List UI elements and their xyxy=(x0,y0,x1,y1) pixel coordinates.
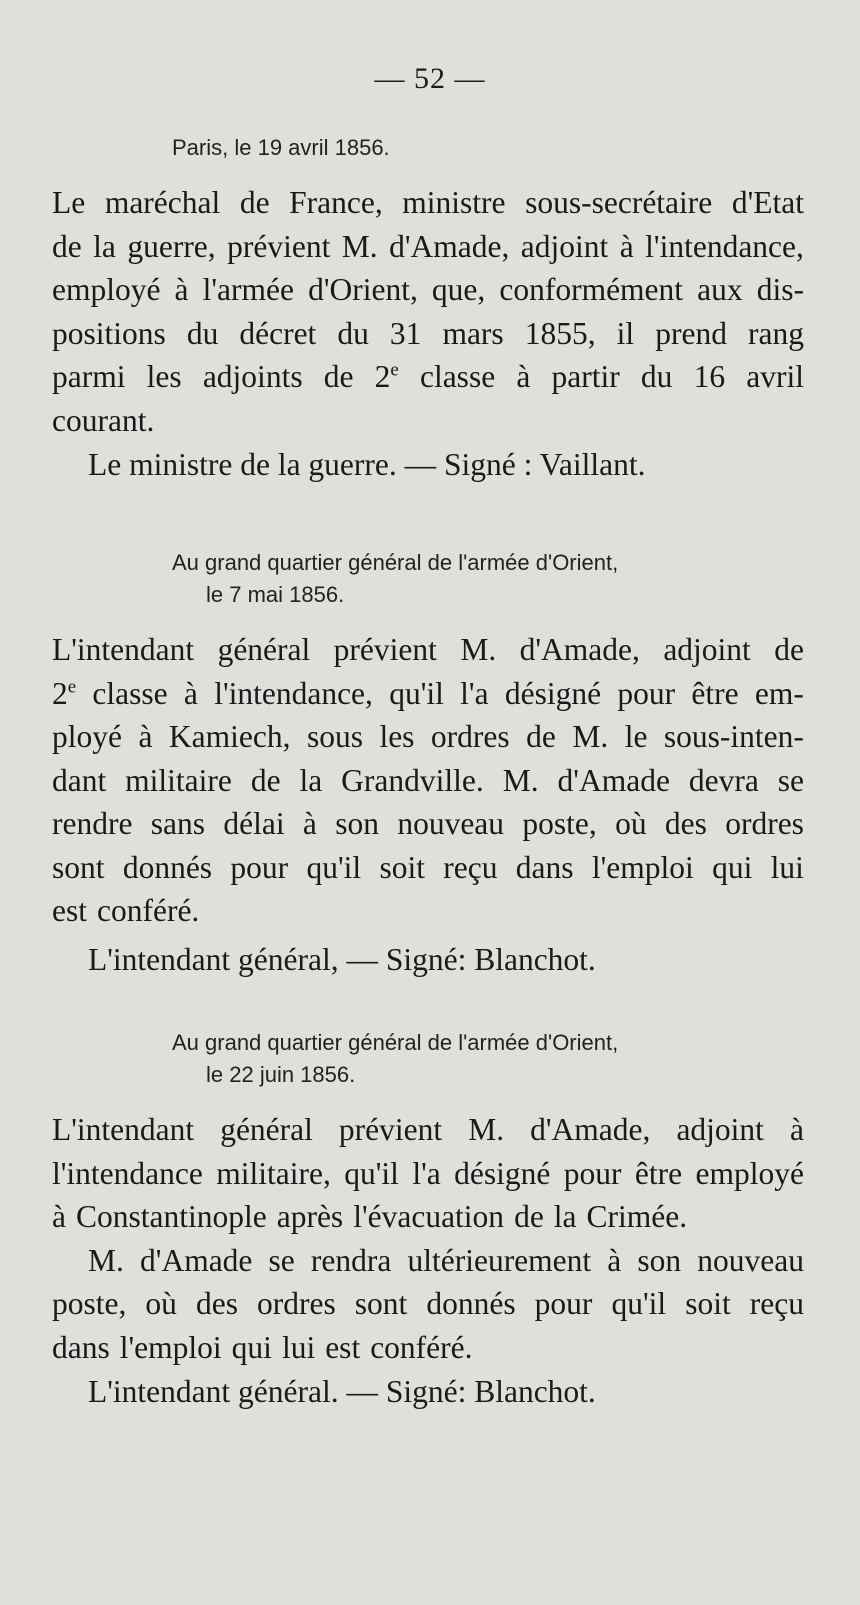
dateline-line: Paris, le 19 avril 1856. xyxy=(172,135,390,160)
word: prévient xyxy=(338,1112,443,1147)
word: poste, xyxy=(52,1286,127,1321)
word: rang xyxy=(748,315,804,351)
word: maréchal xyxy=(104,185,221,220)
word: devra xyxy=(688,762,759,798)
word: le xyxy=(624,719,648,754)
word: ordres xyxy=(430,719,510,754)
word: l'armée xyxy=(202,272,294,307)
text-line xyxy=(52,802,804,846)
word: être xyxy=(691,675,739,711)
word: mars xyxy=(442,315,504,351)
word: Crimée. xyxy=(586,1199,688,1234)
word: est xyxy=(52,893,87,928)
word: qu'il xyxy=(611,1286,667,1321)
word: à xyxy=(789,1112,804,1147)
word: qu'il xyxy=(389,675,444,711)
word: Kamiech, xyxy=(168,719,291,754)
word: soit xyxy=(685,1286,731,1321)
word: sans xyxy=(150,806,206,841)
dateline xyxy=(172,132,390,164)
word: son xyxy=(637,1242,682,1278)
word: sont xyxy=(354,1286,408,1321)
word: que, xyxy=(431,272,486,307)
word: 1855, xyxy=(524,315,596,351)
word: se xyxy=(268,1242,295,1278)
word: employé xyxy=(52,272,161,307)
word: du xyxy=(186,315,219,351)
word: délai xyxy=(223,806,285,841)
word: dis- xyxy=(756,272,804,307)
word: positions xyxy=(52,315,166,351)
signature-line: Le ministre de la guerre. — Signé : Vaillant. xyxy=(88,447,646,482)
word: à xyxy=(607,1242,622,1278)
word: L'intendant xyxy=(52,632,195,667)
word: dans xyxy=(52,1329,110,1365)
word: de xyxy=(526,719,556,754)
word: Constantinople xyxy=(75,1199,267,1234)
paragraph xyxy=(52,181,804,442)
word: qui xyxy=(231,1329,272,1365)
word: à xyxy=(619,228,634,264)
text-line xyxy=(52,759,804,803)
word: qu'il xyxy=(344,1155,399,1191)
word: des xyxy=(664,806,707,841)
word: de xyxy=(52,228,82,264)
word: France, xyxy=(289,185,383,220)
word: qui xyxy=(712,849,753,885)
word: rendra xyxy=(310,1242,392,1278)
word: après xyxy=(276,1199,344,1234)
signature-line: L'intendant général. — Signé: Blanchot. xyxy=(88,1374,596,1409)
word: conféré. xyxy=(97,893,200,928)
word: guerre, xyxy=(127,228,216,264)
signature-line: L'intendant général, — Signé: Blanchot. xyxy=(88,942,596,977)
word: militaire, xyxy=(216,1155,331,1191)
word: lui xyxy=(770,849,804,885)
dateline-line: le 7 mai 1856. xyxy=(206,582,345,607)
text-line xyxy=(52,399,804,443)
word: sous xyxy=(306,719,363,754)
text-line xyxy=(52,225,804,269)
page-number: — 52 — xyxy=(374,62,486,95)
word: général xyxy=(217,632,311,667)
word: à xyxy=(174,272,189,307)
word: M. xyxy=(468,1112,505,1147)
word: prévient xyxy=(227,228,331,264)
word: pour xyxy=(230,849,289,885)
word: à xyxy=(183,675,198,711)
word: où xyxy=(145,1286,177,1321)
word: où xyxy=(615,806,647,841)
word: poste, xyxy=(522,806,597,841)
dateline xyxy=(172,1027,618,1091)
word: l'emploi xyxy=(119,1329,222,1365)
word: de xyxy=(774,632,804,667)
dateline xyxy=(172,547,618,611)
word: d'Orient, xyxy=(308,272,418,307)
word: l'intendance, xyxy=(645,228,804,264)
text-line xyxy=(52,1282,804,1326)
word: parmi xyxy=(52,359,126,394)
word: M. xyxy=(341,228,378,264)
text-line xyxy=(52,312,804,356)
word: 2e xyxy=(374,359,399,394)
word: classe xyxy=(92,675,168,711)
word: ultérieurement xyxy=(407,1242,592,1278)
word: lui xyxy=(281,1329,316,1365)
text-line xyxy=(52,268,804,312)
text-line xyxy=(52,1108,804,1152)
word: ordres xyxy=(725,806,804,841)
word: ministre xyxy=(402,185,506,220)
word: conféré. xyxy=(370,1329,473,1365)
dateline-line: le 22 juin 1856. xyxy=(206,1062,356,1087)
word: M. xyxy=(460,632,497,667)
text-line xyxy=(52,889,804,933)
word: l'évacuation xyxy=(353,1199,505,1234)
word: sous-secrétaire xyxy=(525,185,713,220)
word: reçu xyxy=(443,849,498,885)
word: à xyxy=(302,806,317,841)
text-line xyxy=(52,1195,804,1239)
word: ordres xyxy=(257,1286,336,1321)
word: l'a xyxy=(412,1155,441,1191)
word: désigné xyxy=(504,675,602,711)
word: adjoints xyxy=(202,359,303,394)
word: décret xyxy=(239,315,317,351)
word: de xyxy=(239,185,270,220)
word: d'Amade, xyxy=(519,632,640,667)
word: soit xyxy=(379,849,425,885)
word: d'Amade, xyxy=(389,228,510,264)
word: donnés xyxy=(122,849,213,885)
word: qu'il xyxy=(306,849,362,885)
text-line xyxy=(52,181,804,225)
text-line xyxy=(52,672,804,716)
word: adjoint xyxy=(520,228,609,264)
word: l'emploi xyxy=(591,849,694,885)
word: d'Etat xyxy=(731,185,804,220)
word: 16 xyxy=(693,359,726,394)
word: la xyxy=(93,228,116,264)
word: se xyxy=(777,762,804,798)
word: la xyxy=(299,762,323,798)
word: reçu xyxy=(749,1286,804,1321)
word: de xyxy=(250,762,281,798)
word: Grandville. xyxy=(341,762,484,798)
word: courant. xyxy=(52,402,155,438)
word: pour xyxy=(617,675,676,711)
word: sous-inten- xyxy=(663,719,804,754)
word: dans xyxy=(515,849,574,885)
word: M. xyxy=(502,762,539,798)
word: employé xyxy=(695,1155,804,1191)
text-line xyxy=(52,1152,804,1196)
word: l'intendance, xyxy=(214,675,373,711)
word: L'intendant xyxy=(52,1112,195,1147)
word: nouveau xyxy=(397,806,505,841)
word: à xyxy=(516,359,531,394)
word: il xyxy=(616,315,635,351)
word: est xyxy=(325,1329,361,1365)
word: sont xyxy=(52,849,105,885)
word: partir xyxy=(551,359,620,394)
word: prévient xyxy=(333,632,437,667)
word: de xyxy=(323,359,354,394)
word: avril xyxy=(746,359,804,394)
word: M. xyxy=(88,1242,124,1278)
word: général xyxy=(220,1112,313,1147)
word: pour xyxy=(534,1286,593,1321)
word: ployé xyxy=(52,719,122,754)
word: pour xyxy=(563,1155,622,1191)
dateline-line: Au grand quartier général de l'armée d'Orient, xyxy=(172,1030,619,1055)
word: désigné xyxy=(454,1155,551,1191)
word: adjoint xyxy=(676,1112,764,1147)
word: à xyxy=(52,1199,66,1234)
text-line xyxy=(52,715,804,759)
word: donnés xyxy=(426,1286,516,1321)
word: classe xyxy=(419,359,496,394)
paragraph xyxy=(52,628,804,933)
word: l'a xyxy=(460,675,489,711)
word: militaire xyxy=(125,762,232,798)
word: M. xyxy=(572,719,609,754)
word: prend xyxy=(655,315,727,351)
text-line xyxy=(52,1326,804,1370)
word: d'Amade, xyxy=(530,1112,651,1147)
word: conformément xyxy=(499,272,684,307)
text-line xyxy=(52,628,804,672)
word: d'Amade xyxy=(140,1242,253,1278)
word: adjoint xyxy=(663,632,751,667)
word: son xyxy=(335,806,379,841)
word: 31 xyxy=(389,315,422,351)
dateline-line: Au grand quartier général de l'armée d'Orient, xyxy=(172,550,619,575)
word: les xyxy=(379,719,415,754)
word: 2e xyxy=(52,675,77,711)
word: des xyxy=(195,1286,238,1321)
word: d'Amade xyxy=(557,762,670,798)
word: à xyxy=(138,719,153,754)
text-line xyxy=(52,1239,804,1283)
word: les xyxy=(146,359,182,394)
text-line xyxy=(52,846,804,890)
word: em- xyxy=(754,675,804,711)
word: Le xyxy=(52,185,86,220)
paragraph xyxy=(52,1108,804,1369)
word: du xyxy=(337,315,369,351)
word: de xyxy=(514,1199,544,1234)
word: rendre xyxy=(52,806,133,841)
word: être xyxy=(634,1155,683,1191)
text-line xyxy=(52,355,804,399)
word: dant xyxy=(52,762,107,798)
word: la xyxy=(553,1199,577,1234)
word: du xyxy=(640,359,673,394)
word: l'intendance xyxy=(52,1155,203,1191)
word: aux xyxy=(697,272,743,307)
word: nouveau xyxy=(697,1242,804,1278)
